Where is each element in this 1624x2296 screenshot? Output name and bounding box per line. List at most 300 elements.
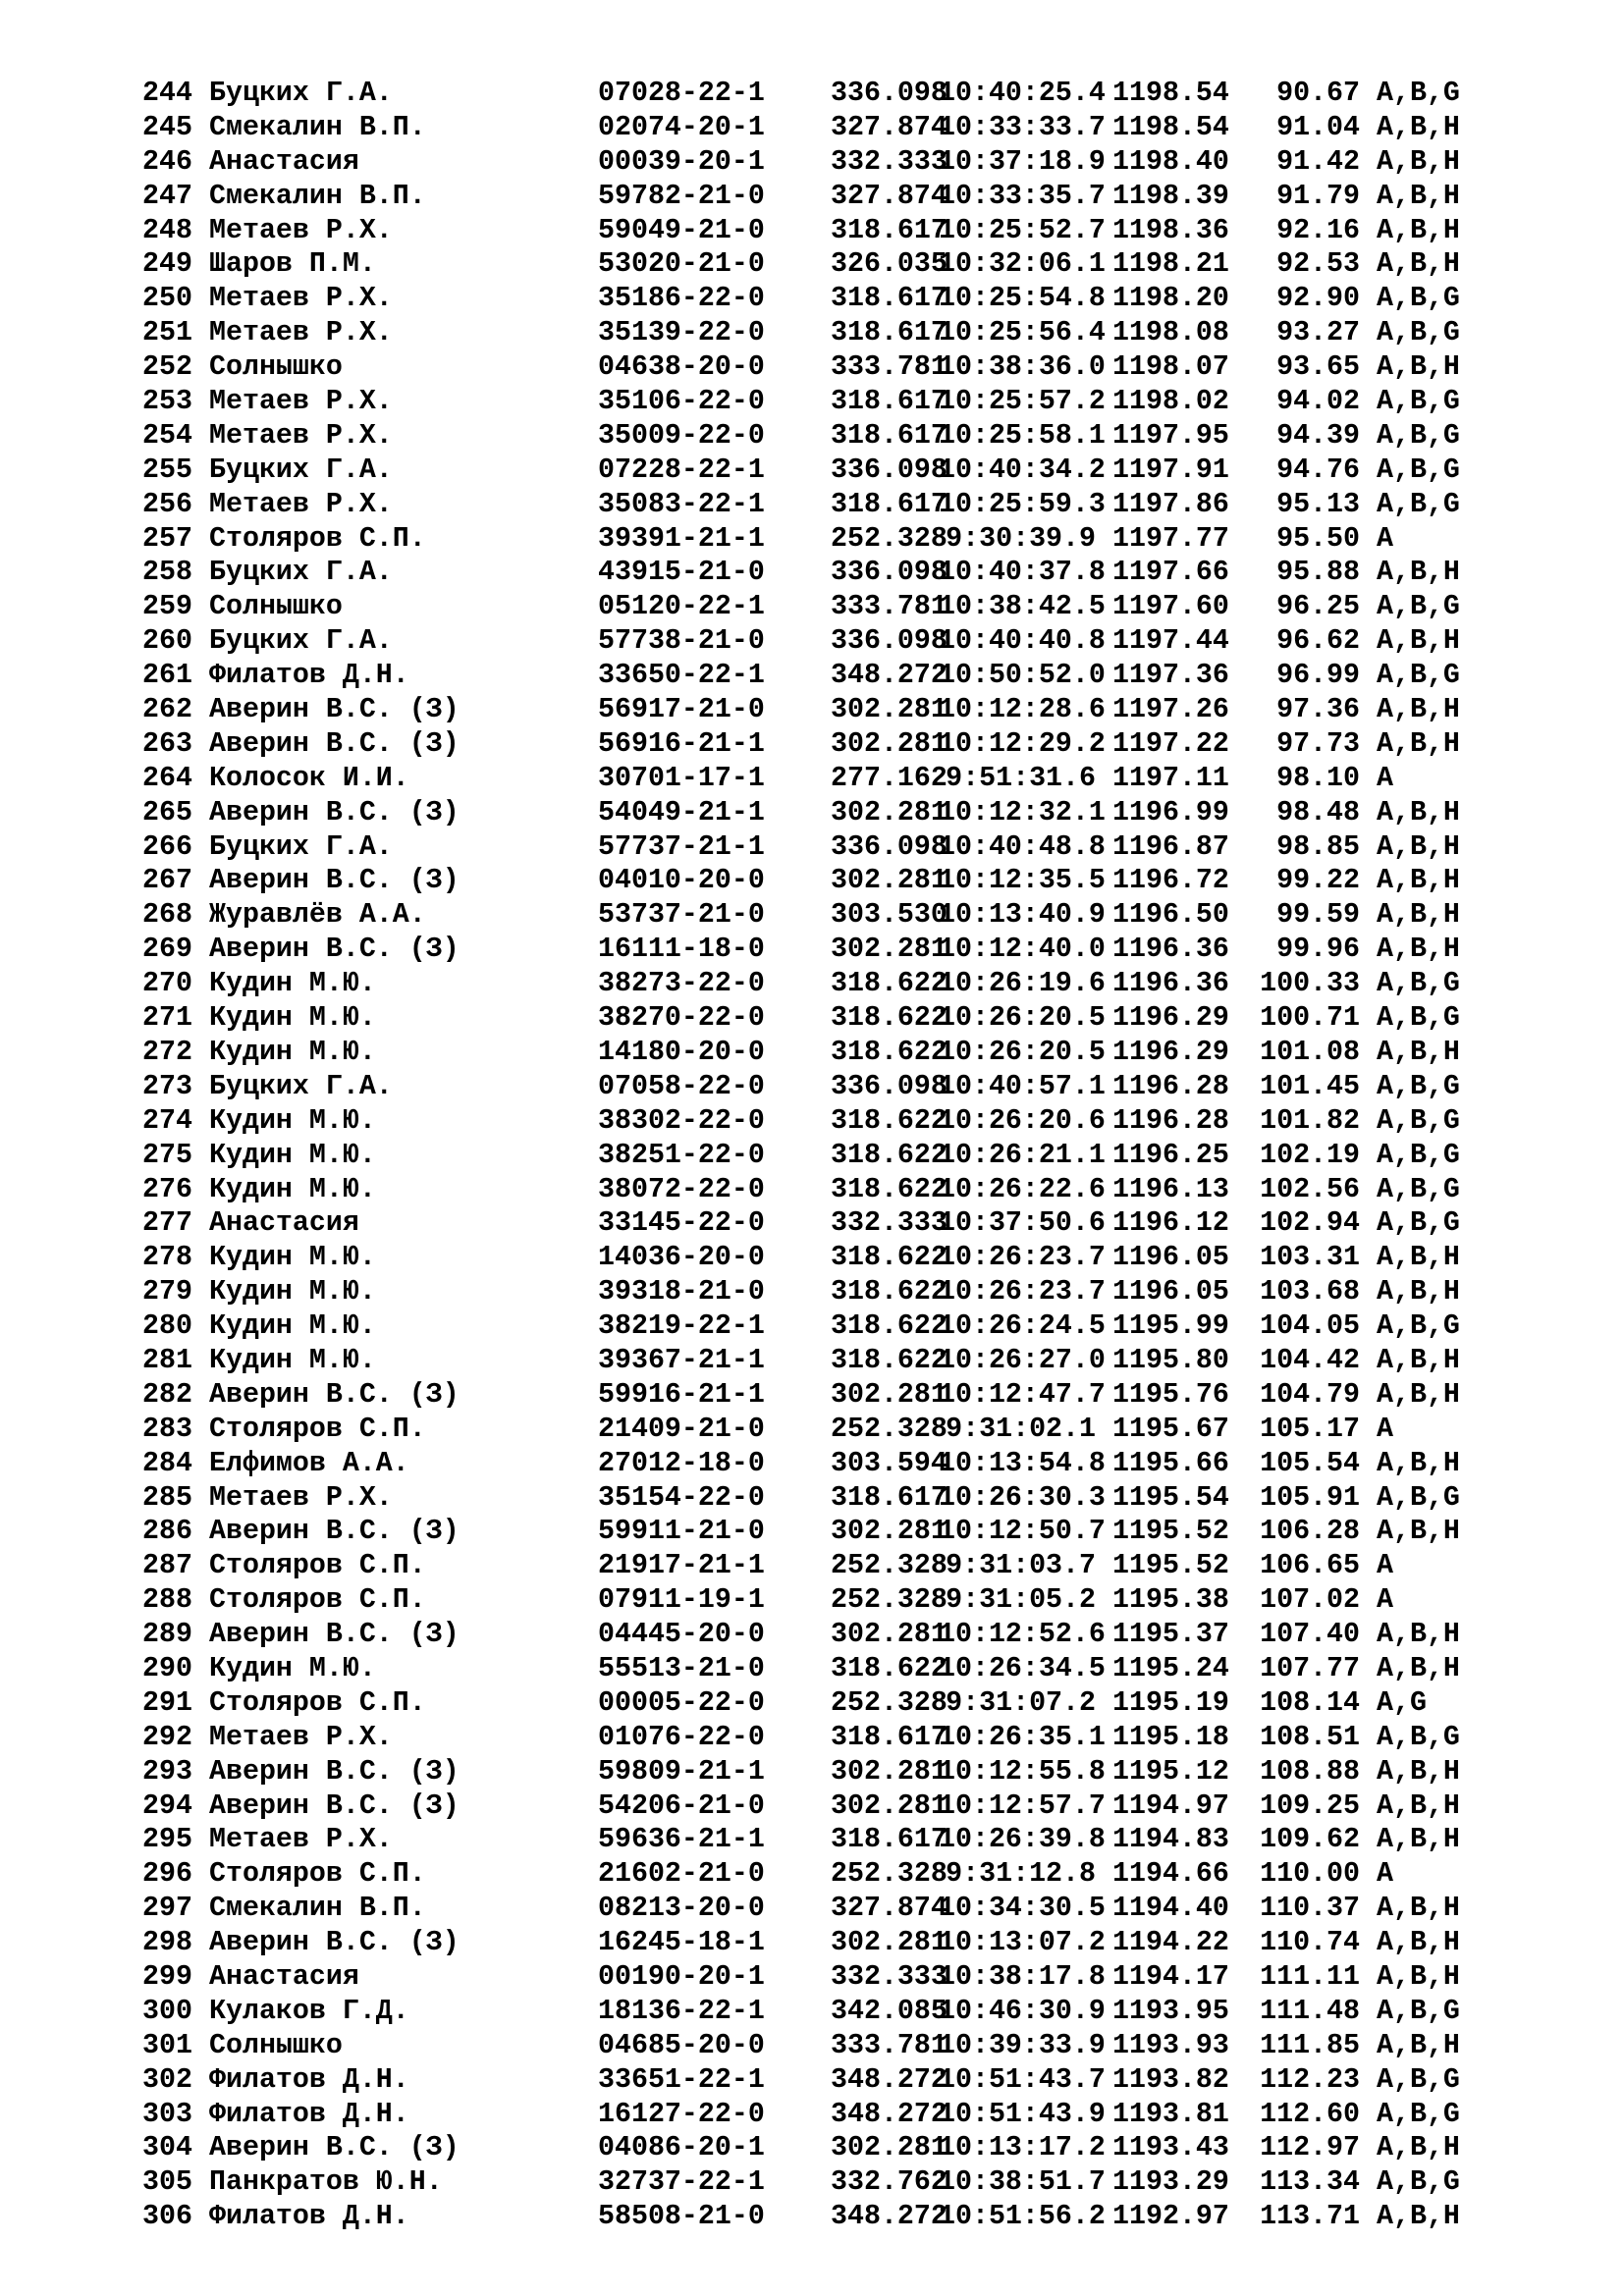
ring-number-cell: 39391-21-1 xyxy=(598,522,765,555)
speed-cell: 1197.44 xyxy=(1112,625,1229,658)
speed-cell: 1194.83 xyxy=(1112,1824,1229,1856)
coefficient-cell: 113.71 xyxy=(1260,2201,1360,2233)
ring-number-cell: 16111-18-0 xyxy=(598,934,765,966)
arrival-time-cell: 10:40:48.8 xyxy=(939,830,1106,863)
categories-cell: A,B,H xyxy=(1377,1893,1460,1925)
fancier-name-cell: Колосок И.И. xyxy=(209,762,409,794)
coefficient-cell: 100.33 xyxy=(1260,968,1360,1000)
distance-cell: 302.281 xyxy=(831,1789,947,1822)
table-row xyxy=(142,77,1485,111)
fancier-name-cell: Метаев Р.Х. xyxy=(209,1481,393,1514)
arrival-time-cell: 9:51:31.6 xyxy=(946,762,1096,794)
table-row xyxy=(142,1892,1485,1926)
speed-cell: 1196.25 xyxy=(1112,1139,1229,1171)
coefficient-cell: 101.82 xyxy=(1260,1104,1360,1137)
coefficient-cell: 102.19 xyxy=(1260,1139,1360,1171)
distance-cell: 302.281 xyxy=(831,1378,947,1411)
fancier-name-cell: Метаев Р.Х. xyxy=(209,283,393,315)
speed-cell: 1195.52 xyxy=(1112,1516,1229,1548)
coefficient-cell: 105.54 xyxy=(1260,1447,1360,1479)
fancier-name-cell: Метаев Р.Х. xyxy=(209,488,393,520)
coefficient-cell: 107.40 xyxy=(1260,1619,1360,1651)
categories-cell: A,B,G xyxy=(1377,1173,1460,1205)
place-cell: 296 xyxy=(142,1858,192,1891)
speed-cell: 1197.26 xyxy=(1112,694,1229,726)
speed-cell: 1194.66 xyxy=(1112,1858,1229,1891)
place-cell: 291 xyxy=(142,1686,192,1719)
coefficient-cell: 112.60 xyxy=(1260,2098,1360,2130)
categories-cell: A,B,G xyxy=(1377,968,1460,1000)
ring-number-cell: 27012-18-0 xyxy=(598,1447,765,1479)
distance-cell: 318.622 xyxy=(831,1173,947,1205)
categories-cell: A,B,H xyxy=(1377,1276,1460,1308)
speed-cell: 1198.36 xyxy=(1112,214,1229,246)
categories-cell: A,B,G xyxy=(1377,1070,1460,1102)
speed-cell: 1197.91 xyxy=(1112,454,1229,486)
coefficient-cell: 104.79 xyxy=(1260,1378,1360,1411)
place-cell: 287 xyxy=(142,1550,192,1582)
speed-cell: 1195.99 xyxy=(1112,1310,1229,1343)
fancier-name-cell: Буцких Г.А. xyxy=(209,625,393,658)
place-cell: 269 xyxy=(142,934,192,966)
distance-cell: 318.622 xyxy=(831,1036,947,1068)
place-cell: 245 xyxy=(142,111,192,143)
arrival-time-cell: 10:26:20.5 xyxy=(939,1002,1106,1035)
coefficient-cell: 105.91 xyxy=(1260,1481,1360,1514)
distance-cell: 252.328 xyxy=(831,1858,947,1891)
ring-number-cell: 14180-20-0 xyxy=(598,1036,765,1068)
ring-number-cell: 39367-21-1 xyxy=(598,1344,765,1376)
distance-cell: 302.281 xyxy=(831,1755,947,1788)
coefficient-cell: 96.62 xyxy=(1276,625,1360,658)
arrival-time-cell: 10:32:06.1 xyxy=(939,248,1106,281)
fancier-name-cell: Столяров С.П. xyxy=(209,1686,426,1719)
place-cell: 292 xyxy=(142,1721,192,1753)
arrival-time-cell: 10:26:20.6 xyxy=(939,1104,1106,1137)
ring-number-cell: 04086-20-1 xyxy=(598,2132,765,2164)
coefficient-cell: 98.48 xyxy=(1276,796,1360,828)
coefficient-cell: 101.45 xyxy=(1260,1070,1360,1102)
fancier-name-cell: Солнышко xyxy=(209,351,343,384)
categories-cell: A,B,H xyxy=(1377,145,1460,178)
arrival-time-cell: 9:31:05.2 xyxy=(946,1584,1096,1617)
distance-cell: 348.272 xyxy=(831,660,947,692)
place-cell: 293 xyxy=(142,1755,192,1788)
distance-cell: 318.617 xyxy=(831,1721,947,1753)
fancier-name-cell: Смекалин В.П. xyxy=(209,111,426,143)
ring-number-cell: 58508-21-0 xyxy=(598,2201,765,2233)
place-cell: 268 xyxy=(142,899,192,932)
place-cell: 288 xyxy=(142,1584,192,1617)
speed-cell: 1197.22 xyxy=(1112,727,1229,760)
distance-cell: 318.617 xyxy=(831,214,947,246)
categories-cell: A,B,G xyxy=(1377,2063,1460,2096)
distance-cell: 318.622 xyxy=(831,1139,947,1171)
place-cell: 246 xyxy=(142,145,192,178)
fancier-name-cell: Кудин М.Ю. xyxy=(209,1652,376,1684)
ring-number-cell: 30701-17-1 xyxy=(598,762,765,794)
ring-number-cell: 18136-22-1 xyxy=(598,1995,765,2027)
categories-cell: A,B,H xyxy=(1377,934,1460,966)
categories-cell: A,B,H xyxy=(1377,1789,1460,1822)
table-row xyxy=(142,350,1485,385)
arrival-time-cell: 10:12:32.1 xyxy=(939,796,1106,828)
table-row xyxy=(142,1241,1485,1275)
fancier-name-cell: Кулаков Г.Д. xyxy=(209,1995,409,2027)
coefficient-cell: 112.97 xyxy=(1260,2132,1360,2164)
fancier-name-cell: Буцких Г.А. xyxy=(209,454,393,486)
distance-cell: 302.281 xyxy=(831,694,947,726)
categories-cell: A,B,H xyxy=(1377,214,1460,246)
distance-cell: 332.333 xyxy=(831,1207,947,1240)
categories-cell: A,B,H xyxy=(1377,899,1460,932)
coefficient-cell: 110.74 xyxy=(1260,1927,1360,1959)
arrival-time-cell: 9:31:07.2 xyxy=(946,1686,1096,1719)
ring-number-cell: 04638-20-0 xyxy=(598,351,765,384)
arrival-time-cell: 10:33:35.7 xyxy=(939,180,1106,212)
categories-cell: A,B,H xyxy=(1377,1036,1460,1068)
table-row xyxy=(142,830,1485,865)
table-row xyxy=(142,111,1485,145)
arrival-time-cell: 10:39:33.9 xyxy=(939,2029,1106,2061)
ring-number-cell: 14036-20-0 xyxy=(598,1242,765,1274)
ring-number-cell: 38072-22-0 xyxy=(598,1173,765,1205)
distance-cell: 327.874 xyxy=(831,111,947,143)
categories-cell: A,B,G xyxy=(1377,1995,1460,2027)
arrival-time-cell: 10:38:42.5 xyxy=(939,591,1106,623)
place-cell: 297 xyxy=(142,1893,192,1925)
categories-cell: A,B,H xyxy=(1377,830,1460,863)
distance-cell: 318.617 xyxy=(831,488,947,520)
speed-cell: 1196.13 xyxy=(1112,1173,1229,1205)
categories-cell: A,B,H xyxy=(1377,1755,1460,1788)
distance-cell: 336.098 xyxy=(831,1070,947,1102)
place-cell: 250 xyxy=(142,283,192,315)
coefficient-cell: 98.85 xyxy=(1276,830,1360,863)
distance-cell: 252.328 xyxy=(831,1584,947,1617)
coefficient-cell: 101.08 xyxy=(1260,1036,1360,1068)
distance-cell: 302.281 xyxy=(831,727,947,760)
speed-cell: 1198.54 xyxy=(1112,111,1229,143)
categories-cell: A,B,G xyxy=(1377,454,1460,486)
fancier-name-cell: Столяров С.П. xyxy=(209,1550,426,1582)
place-cell: 262 xyxy=(142,694,192,726)
fancier-name-cell: Анастасия xyxy=(209,1207,359,1240)
coefficient-cell: 108.14 xyxy=(1260,1686,1360,1719)
arrival-time-cell: 10:26:20.5 xyxy=(939,1036,1106,1068)
arrival-time-cell: 10:12:57.7 xyxy=(939,1789,1106,1822)
fancier-name-cell: Шаров П.М. xyxy=(209,248,376,281)
speed-cell: 1198.08 xyxy=(1112,317,1229,349)
fancier-name-cell: Метаев Р.Х. xyxy=(209,386,393,418)
speed-cell: 1196.36 xyxy=(1112,934,1229,966)
fancier-name-cell: Анастасия xyxy=(209,1960,359,1993)
speed-cell: 1198.40 xyxy=(1112,145,1229,178)
distance-cell: 252.328 xyxy=(831,1550,947,1582)
table-row xyxy=(142,624,1485,659)
ring-number-cell: 21409-21-0 xyxy=(598,1413,765,1445)
table-row xyxy=(142,1173,1485,1207)
distance-cell: 333.781 xyxy=(831,591,947,623)
place-cell: 273 xyxy=(142,1070,192,1102)
distance-cell: 277.162 xyxy=(831,762,947,794)
distance-cell: 252.328 xyxy=(831,1686,947,1719)
arrival-time-cell: 10:13:40.9 xyxy=(939,899,1106,932)
arrival-time-cell: 10:12:35.5 xyxy=(939,865,1106,897)
categories-cell: A,B,H xyxy=(1377,1824,1460,1856)
coefficient-cell: 92.53 xyxy=(1276,248,1360,281)
speed-cell: 1196.05 xyxy=(1112,1276,1229,1308)
speed-cell: 1193.95 xyxy=(1112,1995,1229,2027)
place-cell: 255 xyxy=(142,454,192,486)
table-row xyxy=(142,1583,1485,1618)
ring-number-cell: 00005-22-0 xyxy=(598,1686,765,1719)
categories-cell: A,B,H xyxy=(1377,1516,1460,1548)
arrival-time-cell: 10:12:47.7 xyxy=(939,1378,1106,1411)
speed-cell: 1196.29 xyxy=(1112,1036,1229,1068)
place-cell: 271 xyxy=(142,1002,192,1035)
speed-cell: 1196.28 xyxy=(1112,1070,1229,1102)
coefficient-cell: 97.36 xyxy=(1276,694,1360,726)
arrival-time-cell: 10:26:23.7 xyxy=(939,1242,1106,1274)
table-row xyxy=(142,2098,1485,2132)
place-cell: 306 xyxy=(142,2201,192,2233)
categories-cell: A xyxy=(1377,522,1393,555)
coefficient-cell: 90.67 xyxy=(1276,78,1360,109)
place-cell: 274 xyxy=(142,1104,192,1137)
distance-cell: 318.617 xyxy=(831,1481,947,1514)
table-row xyxy=(142,1549,1485,1583)
table-row xyxy=(142,1070,1485,1104)
place-cell: 257 xyxy=(142,522,192,555)
table-row xyxy=(142,2063,1485,2098)
ring-number-cell: 59911-21-0 xyxy=(598,1516,765,1548)
distance-cell: 333.781 xyxy=(831,2029,947,2061)
coefficient-cell: 95.13 xyxy=(1276,488,1360,520)
arrival-time-cell: 10:26:19.6 xyxy=(939,968,1106,1000)
categories-cell: A,B,H xyxy=(1377,1378,1460,1411)
arrival-time-cell: 10:26:27.0 xyxy=(939,1344,1106,1376)
ring-number-cell: 16245-18-1 xyxy=(598,1927,765,1959)
categories-cell: A xyxy=(1377,1858,1393,1891)
arrival-time-cell: 10:26:21.1 xyxy=(939,1139,1106,1171)
distance-cell: 303.594 xyxy=(831,1447,947,1479)
speed-cell: 1195.12 xyxy=(1112,1755,1229,1788)
coefficient-cell: 107.02 xyxy=(1260,1584,1360,1617)
coefficient-cell: 109.25 xyxy=(1260,1789,1360,1822)
categories-cell: A,B,G xyxy=(1377,1104,1460,1137)
categories-cell: A,G xyxy=(1377,1686,1427,1719)
table-row xyxy=(142,1206,1485,1241)
speed-cell: 1196.36 xyxy=(1112,968,1229,1000)
arrival-time-cell: 10:12:55.8 xyxy=(939,1755,1106,1788)
table-row xyxy=(142,1447,1485,1481)
distance-cell: 252.328 xyxy=(831,1413,947,1445)
fancier-name-cell: Столяров С.П. xyxy=(209,1584,426,1617)
results-table xyxy=(142,77,1485,2234)
arrival-time-cell: 10:37:18.9 xyxy=(939,145,1106,178)
ring-number-cell: 59636-21-1 xyxy=(598,1824,765,1856)
categories-cell: A,B,G xyxy=(1377,488,1460,520)
arrival-time-cell: 10:26:24.5 xyxy=(939,1310,1106,1343)
ring-number-cell: 38273-22-0 xyxy=(598,968,765,1000)
fancier-name-cell: Филатов Д.Н. xyxy=(209,2201,409,2233)
place-cell: 304 xyxy=(142,2132,192,2164)
categories-cell: A,B,G xyxy=(1377,1002,1460,1035)
categories-cell: A,B,H xyxy=(1377,625,1460,658)
place-cell: 284 xyxy=(142,1447,192,1479)
table-row xyxy=(142,1275,1485,1309)
speed-cell: 1193.81 xyxy=(1112,2098,1229,2130)
speed-cell: 1195.52 xyxy=(1112,1550,1229,1582)
coefficient-cell: 110.37 xyxy=(1260,1893,1360,1925)
speed-cell: 1193.93 xyxy=(1112,2029,1229,2061)
coefficient-cell: 111.11 xyxy=(1260,1960,1360,1993)
distance-cell: 336.098 xyxy=(831,454,947,486)
coefficient-cell: 100.71 xyxy=(1260,1002,1360,1035)
fancier-name-cell: Столяров С.П. xyxy=(209,1858,426,1891)
categories-cell: A,B,H xyxy=(1377,865,1460,897)
arrival-time-cell: 10:26:22.6 xyxy=(939,1173,1106,1205)
distance-cell: 252.328 xyxy=(831,522,947,555)
categories-cell: A,B,H xyxy=(1377,1619,1460,1651)
place-cell: 280 xyxy=(142,1310,192,1343)
fancier-name-cell: Кудин М.Ю. xyxy=(209,1139,376,1171)
table-row xyxy=(142,967,1485,1001)
ring-number-cell: 54206-21-0 xyxy=(598,1789,765,1822)
coefficient-cell: 106.65 xyxy=(1260,1550,1360,1582)
table-row xyxy=(142,2131,1485,2165)
place-cell: 289 xyxy=(142,1619,192,1651)
categories-cell: A xyxy=(1377,762,1393,794)
arrival-time-cell: 10:38:36.0 xyxy=(939,351,1106,384)
place-cell: 298 xyxy=(142,1927,192,1959)
arrival-time-cell: 10:25:57.2 xyxy=(939,386,1106,418)
ring-number-cell: 35186-22-0 xyxy=(598,283,765,315)
coefficient-cell: 110.00 xyxy=(1260,1858,1360,1891)
coefficient-cell: 95.88 xyxy=(1276,557,1360,589)
categories-cell: A,B,H xyxy=(1377,111,1460,143)
place-cell: 295 xyxy=(142,1824,192,1856)
place-cell: 244 xyxy=(142,78,192,109)
place-cell: 290 xyxy=(142,1652,192,1684)
speed-cell: 1195.37 xyxy=(1112,1619,1229,1651)
table-row xyxy=(142,1652,1485,1686)
speed-cell: 1197.66 xyxy=(1112,557,1229,589)
arrival-time-cell: 10:33:33.7 xyxy=(939,111,1106,143)
distance-cell: 302.281 xyxy=(831,934,947,966)
speed-cell: 1195.54 xyxy=(1112,1481,1229,1514)
distance-cell: 318.622 xyxy=(831,1310,947,1343)
place-cell: 283 xyxy=(142,1413,192,1445)
speed-cell: 1198.20 xyxy=(1112,283,1229,315)
categories-cell: A,B,H xyxy=(1377,248,1460,281)
place-cell: 254 xyxy=(142,419,192,452)
categories-cell: A,B,G xyxy=(1377,1481,1460,1514)
place-cell: 259 xyxy=(142,591,192,623)
distance-cell: 318.617 xyxy=(831,386,947,418)
ring-number-cell: 35106-22-0 xyxy=(598,386,765,418)
table-row xyxy=(142,1309,1485,1344)
fancier-name-cell: Метаев Р.Х. xyxy=(209,317,393,349)
ring-number-cell: 07028-22-1 xyxy=(598,78,765,109)
distance-cell: 302.281 xyxy=(831,796,947,828)
arrival-time-cell: 10:51:56.2 xyxy=(939,2201,1106,2233)
table-row xyxy=(142,933,1485,967)
distance-cell: 332.333 xyxy=(831,1960,947,1993)
coefficient-cell: 102.94 xyxy=(1260,1207,1360,1240)
arrival-time-cell: 10:40:34.2 xyxy=(939,454,1106,486)
place-cell: 299 xyxy=(142,1960,192,1993)
ring-number-cell: 57737-21-1 xyxy=(598,830,765,863)
place-cell: 247 xyxy=(142,180,192,212)
distance-cell: 318.622 xyxy=(831,968,947,1000)
place-cell: 281 xyxy=(142,1344,192,1376)
speed-cell: 1198.02 xyxy=(1112,386,1229,418)
table-row xyxy=(142,2165,1485,2200)
speed-cell: 1196.28 xyxy=(1112,1104,1229,1137)
arrival-time-cell: 10:51:43.7 xyxy=(939,2063,1106,2096)
arrival-time-cell: 10:12:52.6 xyxy=(939,1619,1106,1651)
arrival-time-cell: 10:26:23.7 xyxy=(939,1276,1106,1308)
fancier-name-cell: Смекалин В.П. xyxy=(209,180,426,212)
speed-cell: 1194.40 xyxy=(1112,1893,1229,1925)
distance-cell: 348.272 xyxy=(831,2063,947,2096)
arrival-time-cell: 10:40:37.8 xyxy=(939,557,1106,589)
distance-cell: 303.530 xyxy=(831,899,947,932)
speed-cell: 1196.05 xyxy=(1112,1242,1229,1274)
ring-number-cell: 16127-22-0 xyxy=(598,2098,765,2130)
table-row xyxy=(142,385,1485,419)
table-row xyxy=(142,1789,1485,1824)
speed-cell: 1197.60 xyxy=(1112,591,1229,623)
distance-cell: 302.281 xyxy=(831,2132,947,2164)
arrival-time-cell: 9:31:03.7 xyxy=(946,1550,1096,1582)
coefficient-cell: 93.65 xyxy=(1276,351,1360,384)
fancier-name-cell: Солнышко xyxy=(209,591,343,623)
place-cell: 256 xyxy=(142,488,192,520)
coefficient-cell: 95.50 xyxy=(1276,522,1360,555)
arrival-time-cell: 10:26:34.5 xyxy=(939,1652,1106,1684)
ring-number-cell: 05120-22-1 xyxy=(598,591,765,623)
arrival-time-cell: 10:25:58.1 xyxy=(939,419,1106,452)
table-row xyxy=(142,214,1485,248)
ring-number-cell: 00039-20-1 xyxy=(598,145,765,178)
table-row xyxy=(142,1413,1485,1447)
fancier-name-cell: Кудин М.Ю. xyxy=(209,1310,376,1343)
speed-cell: 1195.80 xyxy=(1112,1344,1229,1376)
table-row xyxy=(142,145,1485,180)
fancier-name-cell: Аверин В.С. (З) xyxy=(209,1378,460,1411)
speed-cell: 1196.87 xyxy=(1112,830,1229,863)
table-row xyxy=(142,1721,1485,1755)
fancier-name-cell: Аверин В.С. (З) xyxy=(209,934,460,966)
categories-cell: A xyxy=(1377,1413,1393,1445)
categories-cell: A,B,G xyxy=(1377,419,1460,452)
distance-cell: 302.281 xyxy=(831,1516,947,1548)
coefficient-cell: 111.85 xyxy=(1260,2029,1360,2061)
coefficient-cell: 99.96 xyxy=(1276,934,1360,966)
categories-cell: A xyxy=(1377,1584,1393,1617)
table-row xyxy=(142,522,1485,557)
fancier-name-cell: Кудин М.Ю. xyxy=(209,1002,376,1035)
place-cell: 248 xyxy=(142,214,192,246)
fancier-name-cell: Аверин В.С. (З) xyxy=(209,865,460,897)
coefficient-cell: 94.02 xyxy=(1276,386,1360,418)
table-row xyxy=(142,1857,1485,1892)
fancier-name-cell: Журавлёв А.А. xyxy=(209,899,426,932)
arrival-time-cell: 10:26:30.3 xyxy=(939,1481,1106,1514)
